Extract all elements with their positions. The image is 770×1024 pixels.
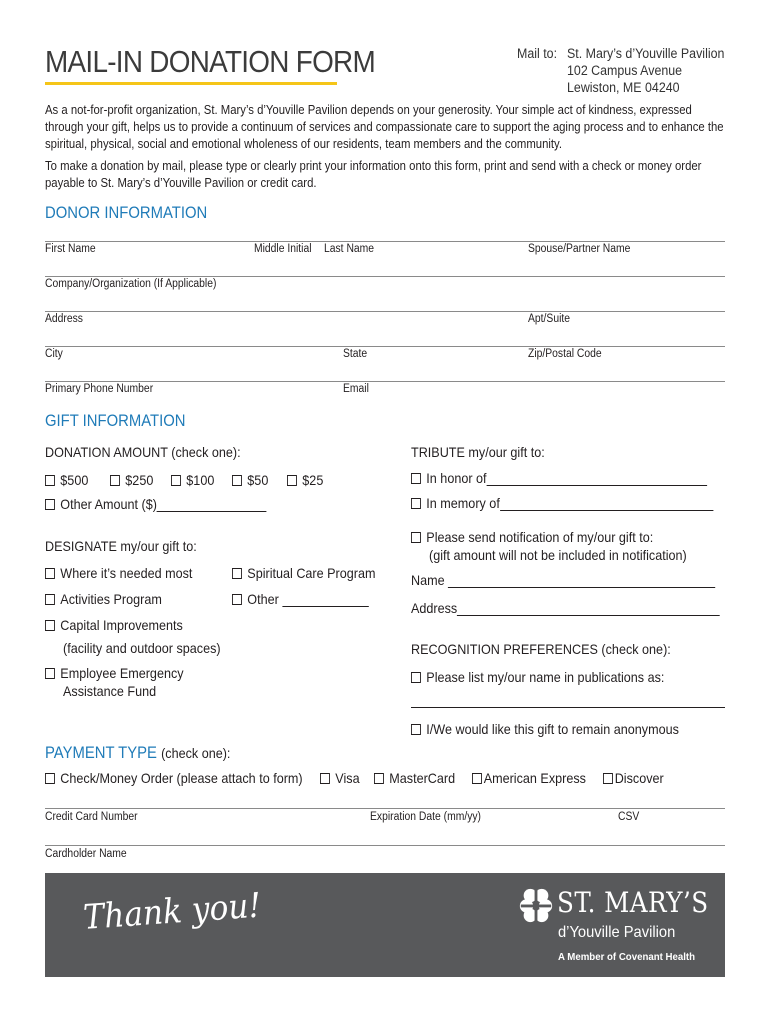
- employee-fund-line-2: Assistance Fund: [63, 683, 157, 699]
- donor-information-heading: DONOR INFORMATION: [45, 204, 208, 222]
- phone-label: Primary Phone Number: [45, 383, 154, 395]
- checkbox-icon[interactable]: [232, 594, 242, 605]
- mail-address-line-3: Lewiston, ME 04240: [567, 80, 680, 95]
- mail-to-label: Mail to:: [517, 46, 558, 61]
- intro-paragraph: As a not-for-profit organization, St. Mary’s d’Youville Pavilion depends on your generosity. Your simple act of kindness, expressed through your gift, helps us to provide a continuum of services and compassionate care to support the aging process and to enhance the spiritual, physical, social and emotional wholeness of our residents, team members and the community.: [45, 103, 724, 151]
- company-line[interactable]: [45, 276, 725, 277]
- address-label: Address: [45, 313, 83, 325]
- other-designation-field[interactable]: [282, 594, 368, 607]
- card-number-line[interactable]: [45, 808, 725, 809]
- amount-100-option[interactable]: $100: [171, 472, 214, 488]
- notification-note: (gift amount will not be included in notification): [429, 547, 687, 563]
- checkbox-icon[interactable]: [45, 499, 55, 510]
- name-line[interactable]: [45, 241, 725, 242]
- instructions-paragraph: To make a donation by mail, please type or clearly print your information onto this form, print and send with a check or money order payable to St. Mary’s d’Youville Pavilion or credit card.: [45, 159, 702, 190]
- checkbox-icon[interactable]: [45, 475, 55, 486]
- notification-option[interactable]: Please send notification of my/our gift to:: [411, 529, 653, 545]
- checkbox-icon[interactable]: [171, 475, 181, 486]
- notification-address[interactable]: Address: [411, 600, 720, 616]
- amount-500-option[interactable]: $500: [45, 472, 88, 488]
- checkbox-icon[interactable]: [45, 773, 55, 784]
- check-money-order-option[interactable]: Check/Money Order (please attach to form): [45, 770, 303, 786]
- thank-you-text: Thank you!: [82, 885, 263, 938]
- checkbox-icon[interactable]: [411, 473, 421, 484]
- email-label: Email: [343, 383, 369, 395]
- checkbox-icon[interactable]: [45, 620, 55, 631]
- other-amount-field[interactable]: [157, 499, 267, 512]
- anonymous-option[interactable]: I/We would like this gift to remain anonymous: [411, 721, 679, 737]
- clover-logo-icon: [517, 886, 555, 924]
- city-line[interactable]: [45, 346, 725, 347]
- in-memory-option[interactable]: In memory of: [411, 495, 713, 511]
- checkbox-icon[interactable]: [45, 594, 55, 605]
- activities-option[interactable]: Activities Program: [45, 591, 162, 607]
- checkbox-icon[interactable]: [411, 724, 421, 735]
- title-underline: [45, 82, 337, 85]
- where-needed-option[interactable]: Where it’s needed most: [45, 565, 192, 581]
- capital-note: (facility and outdoor spaces): [63, 640, 221, 656]
- address-line[interactable]: [45, 311, 725, 312]
- checkbox-icon[interactable]: [110, 475, 120, 486]
- first-name-label: First Name: [45, 243, 96, 255]
- state-label: State: [343, 348, 368, 360]
- in-memory-field[interactable]: [500, 498, 713, 511]
- recognition-heading: RECOGNITION PREFERENCES (check one):: [411, 641, 671, 657]
- discover-option[interactable]: Discover: [603, 770, 664, 786]
- mail-address-line-2: 102 Campus Avenue: [567, 63, 683, 78]
- middle-initial-label: Middle Initial: [254, 243, 312, 255]
- logo-name: ST. MARY’S: [557, 886, 709, 919]
- spouse-label: Spouse/Partner Name: [528, 243, 631, 255]
- checkbox-icon[interactable]: [232, 568, 242, 579]
- american-express-option[interactable]: American Express: [472, 770, 586, 786]
- logo-subtitle: d’Youville Pavilion: [558, 924, 676, 941]
- phone-line[interactable]: [45, 381, 725, 382]
- donation-amount-heading: DONATION AMOUNT (check one):: [45, 444, 241, 460]
- notification-address-field[interactable]: [457, 603, 720, 616]
- checkbox-icon[interactable]: [45, 668, 55, 679]
- card-number-label: Credit Card Number: [45, 811, 138, 823]
- checkbox-icon[interactable]: [374, 773, 384, 784]
- other-amount-option[interactable]: Other Amount ($): [45, 496, 267, 512]
- checkbox-icon[interactable]: [411, 672, 421, 683]
- company-label: Company/Organization (If Applicable): [45, 278, 217, 290]
- publication-name-field[interactable]: [411, 707, 725, 708]
- list-name-option[interactable]: Please list my/our name in publications as:: [411, 669, 664, 685]
- amount-25-option[interactable]: $25: [287, 472, 323, 488]
- member-text: A Member of Covenant Health: [558, 951, 696, 963]
- in-honor-field[interactable]: [487, 473, 707, 486]
- checkbox-icon[interactable]: [472, 773, 482, 784]
- expiration-label: Expiration Date (mm/yy): [370, 811, 482, 823]
- checkbox-icon[interactable]: [411, 498, 421, 509]
- payment-type-heading: PAYMENT TYPE (check one):: [45, 744, 231, 762]
- city-label: City: [45, 348, 63, 360]
- checkbox-icon[interactable]: [45, 568, 55, 579]
- designate-heading: DESIGNATE my/our gift to:: [45, 538, 197, 554]
- mastercard-option[interactable]: MasterCard: [374, 770, 455, 786]
- employee-fund-option[interactable]: Employee Emergency: [45, 665, 184, 681]
- mail-address-line-1: St. Mary’s d’Youville Pavilion: [567, 46, 725, 61]
- csv-label: CSV: [618, 811, 640, 823]
- amount-50-option[interactable]: $50: [232, 472, 268, 488]
- gift-information-heading: GIFT INFORMATION: [45, 412, 186, 430]
- checkbox-icon[interactable]: [320, 773, 330, 784]
- apt-label: Apt/Suite: [528, 313, 571, 325]
- notification-name-field[interactable]: [448, 575, 715, 588]
- checkbox-icon[interactable]: [287, 475, 297, 486]
- other-designation-option[interactable]: Other: [232, 591, 369, 607]
- amount-250-option[interactable]: $250: [110, 472, 153, 488]
- notification-name[interactable]: Name: [411, 572, 715, 588]
- spiritual-care-option[interactable]: Spiritual Care Program: [232, 565, 375, 581]
- tribute-heading: TRIBUTE my/our gift to:: [411, 444, 545, 460]
- cardholder-line[interactable]: [45, 845, 725, 846]
- checkbox-icon[interactable]: [232, 475, 242, 486]
- capital-improvements-option[interactable]: Capital Improvements: [45, 617, 183, 633]
- last-name-label: Last Name: [324, 243, 375, 255]
- visa-option[interactable]: Visa: [320, 770, 360, 786]
- page-title: MAIL-IN DONATION FORM: [45, 44, 376, 79]
- in-honor-option[interactable]: In honor of: [411, 470, 707, 486]
- cardholder-label: Cardholder Name: [45, 848, 127, 860]
- checkbox-icon[interactable]: [411, 532, 421, 543]
- zip-label: Zip/Postal Code: [528, 348, 602, 360]
- checkbox-icon[interactable]: [603, 773, 613, 784]
